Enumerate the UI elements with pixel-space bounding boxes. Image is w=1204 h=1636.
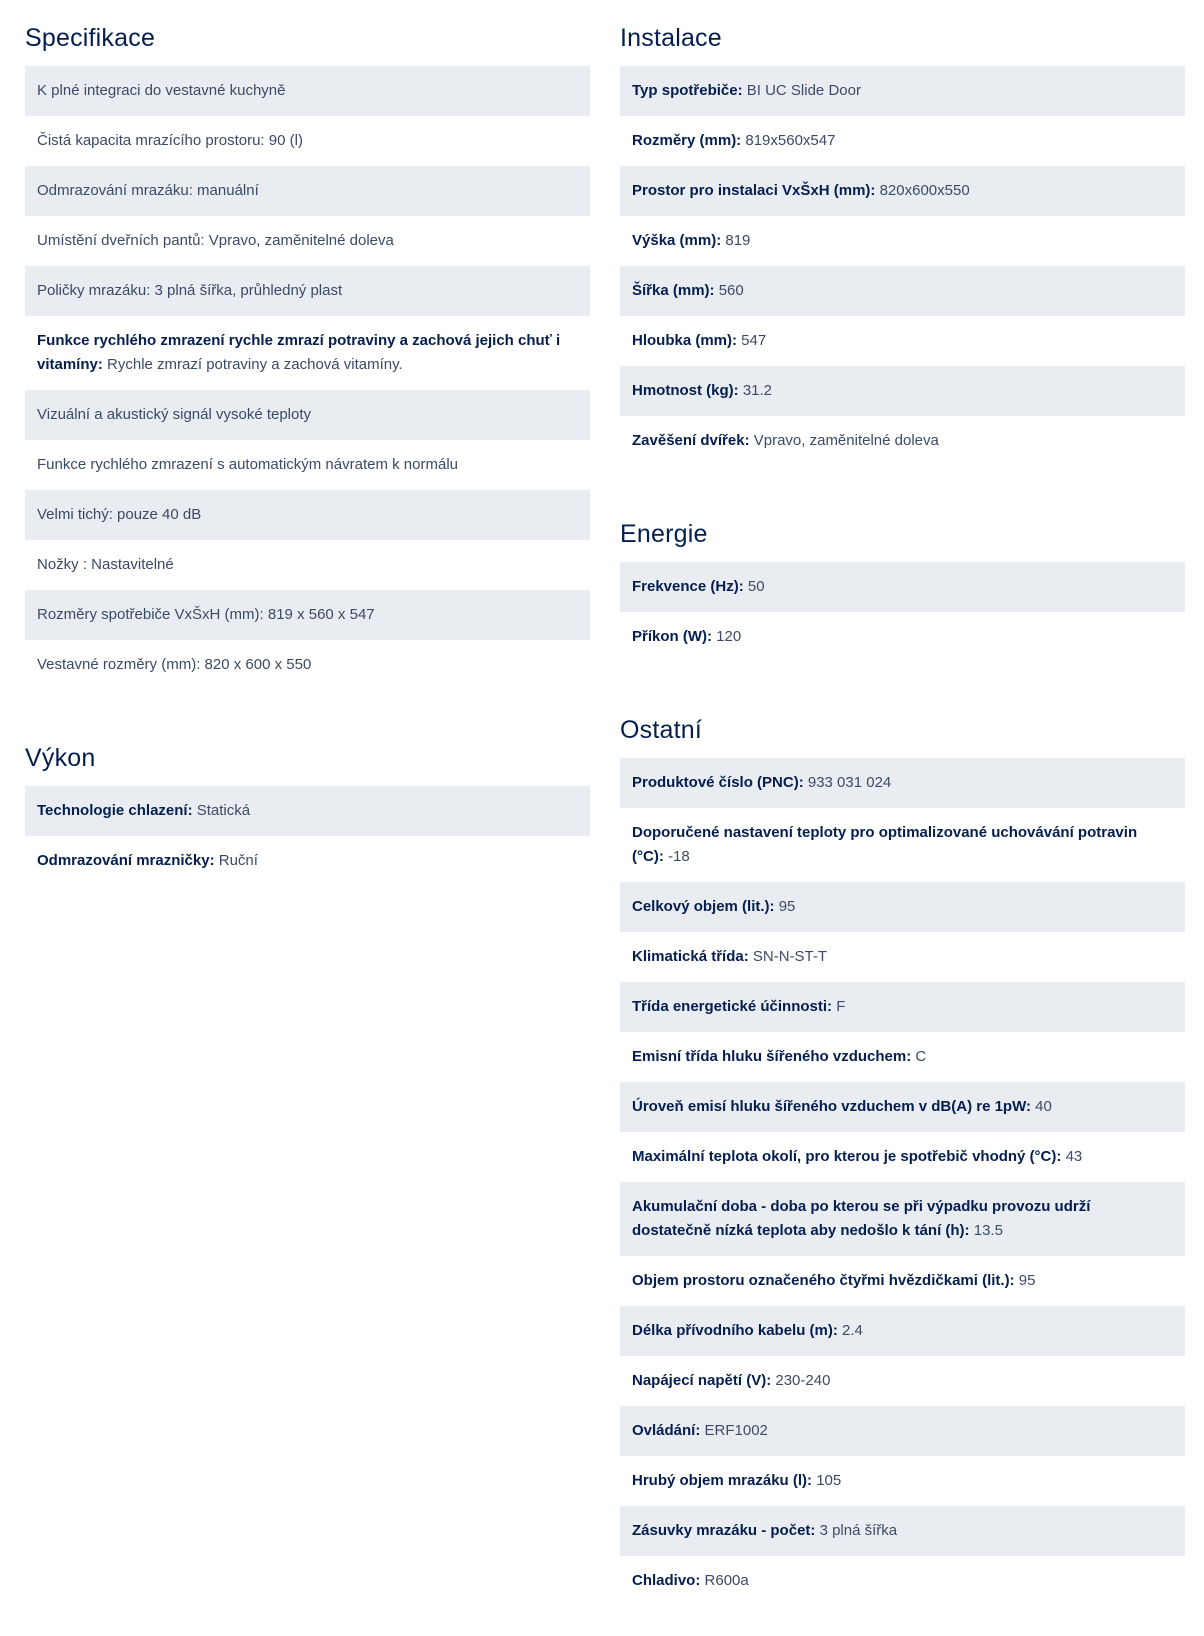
spec-key: Zavěšení dvířek: (632, 432, 750, 449)
spec-key: Šířka (mm): (632, 282, 715, 299)
spec-value: ERF1002 (704, 1422, 768, 1439)
spec-key: Akumulační doba - doba po kterou se při výpadku provozu udrží dostatečně nízká teplota aby nedošlo k tání (h): (632, 1198, 1091, 1239)
spec-value: Vpravo, zaměnitelné doleva (753, 432, 939, 449)
spec-key: Prostor pro instalaci VxŠxH (mm): (632, 182, 876, 199)
spec-key: Hmotnost (kg): (632, 382, 739, 399)
spec-value: 560 (718, 282, 744, 299)
spec-row (620, 1456, 1185, 1506)
spec-value: BI UC Slide Door (746, 82, 861, 99)
spec-row (620, 1132, 1185, 1182)
section-instalace (620, 0, 1185, 466)
spec-key: Funkce rychlého zmrazení rychle zmrazí potraviny a zachová jejich chuť i vitamíny: (37, 332, 561, 373)
spec-value: C (915, 1048, 927, 1065)
spec-value: F (836, 998, 846, 1015)
spec-value: SN-N-ST-T (752, 948, 828, 965)
spec-key: Délka přívodního kabelu (m): (632, 1322, 838, 1339)
spec-row: Velmi tichý: pouze 40 dB (25, 490, 590, 540)
spec-row: Odmrazování mrazáku: manuální (25, 166, 590, 216)
spec-key: Třída energetické účinnosti: (632, 998, 833, 1015)
spec-value: 13.5 (973, 1222, 1003, 1239)
spec-key: Úroveň emisí hluku šířeného vzduchem v dB(A) re 1pW: (632, 1098, 1031, 1115)
spec-row (620, 216, 1185, 266)
spec-key: Emisní třída hluku šířeného vzduchem: (632, 1048, 912, 1065)
spec-row: Rozměry spotřebiče VxŠxH (mm): 819 x 560 x 547 (25, 590, 590, 640)
spec-key: Odmrazování mrazničky: (37, 852, 215, 869)
spec-value: 547 (741, 332, 767, 349)
section-title-instalace: Instalace (620, 24, 722, 52)
section-vykon (25, 720, 590, 886)
spec-row: Umístění dveřních pantů: Vpravo, zaměnitelné doleva (25, 216, 590, 266)
spec-key: Klimatická třída: (632, 948, 749, 965)
spec-key: Frekvence (Hz): (632, 578, 744, 595)
spec-row (620, 166, 1185, 216)
spec-row: Poličky mrazáku: 3 plná šířka, průhledný plast (25, 266, 590, 316)
spec-key: Hloubka (mm): (632, 332, 737, 349)
spec-key: Zásuvky mrazáku - počet: (632, 1522, 816, 1539)
spec-row (620, 882, 1185, 932)
spec-row (620, 416, 1185, 466)
spec-list-energie (620, 562, 1185, 662)
spec-key: Výška (mm): (632, 232, 722, 249)
spec-value: 95 (778, 898, 796, 915)
section-title-vykon: Výkon (25, 744, 96, 772)
spec-list-ostatni (620, 758, 1185, 1606)
spec-row (620, 1556, 1185, 1606)
spec-value: 820x600x550 (879, 182, 970, 199)
spec-key: Doporučené nastavení teploty pro optimalizované uchovávání potravin (°C): (632, 824, 1138, 865)
spec-key: Celkový objem (lit.): (632, 898, 775, 915)
spec-row (620, 1082, 1185, 1132)
spec-list-specifikace (25, 66, 590, 690)
spec-row (620, 316, 1185, 366)
spec-row: Funkce rychlého zmrazení s automatickým návratem k normálu (25, 440, 590, 490)
spec-value: 120 (716, 628, 742, 645)
spec-key: Technologie chlazení: (37, 802, 193, 819)
spec-value: -18 (668, 848, 690, 865)
spec-row (620, 366, 1185, 416)
spec-value: 3 plná šířka (819, 1522, 898, 1539)
spec-key: Příkon (W): (632, 628, 712, 645)
spec-row (620, 758, 1185, 808)
section-title-energie: Energie (620, 520, 708, 548)
spec-row (620, 1256, 1185, 1306)
section-ostatni (620, 692, 1185, 1606)
spec-value: 933 031 024 (807, 774, 892, 791)
spec-key: Typ spotřebiče: (632, 82, 743, 99)
spec-row (620, 1406, 1185, 1456)
right-column (620, 0, 1185, 1636)
spec-row (25, 786, 590, 836)
spec-row (620, 266, 1185, 316)
spec-value: 40 (1035, 1098, 1052, 1115)
spec-key: Napájecí napětí (V): (632, 1372, 772, 1389)
spec-row: Nožky : Nastavitelné (25, 540, 590, 590)
spec-value: 50 (747, 578, 765, 595)
spec-key: Maximální teplota okolí, pro kterou je spotřebič vhodný (°C): (632, 1148, 1062, 1165)
spec-list-vykon (25, 786, 590, 886)
spec-row: Vestavné rozměry (mm): 820 x 600 x 550 (25, 640, 590, 690)
spec-key: Hrubý objem mrazáku (l): (632, 1472, 813, 1489)
spec-value: 31.2 (742, 382, 773, 399)
spec-key: Ovládání: (632, 1422, 701, 1439)
left-column (25, 0, 590, 916)
spec-row (620, 982, 1185, 1032)
section-specifikace (25, 0, 590, 690)
spec-value: Ruční (218, 852, 258, 869)
spec-row (620, 808, 1185, 882)
spec-row (620, 1356, 1185, 1406)
spec-row: Čistá kapacita mrazícího prostoru: 90 (l) (25, 116, 590, 166)
spec-value: 819 (725, 232, 751, 249)
spec-value: R600a (704, 1572, 749, 1589)
spec-row (620, 1506, 1185, 1556)
spec-value: Statická (196, 802, 251, 819)
spec-row (620, 1306, 1185, 1356)
spec-row (620, 1182, 1185, 1256)
section-title-ostatni: Ostatní (620, 716, 702, 744)
spec-value: Rychle zmrazí potraviny a zachová vitamíny. (107, 356, 403, 373)
section-title-specifikace: Specifikace (25, 24, 156, 52)
spec-list-instalace (620, 66, 1185, 466)
spec-row: K plné integraci do vestavné kuchyně (25, 66, 590, 116)
spec-row (620, 66, 1185, 116)
spec-row (25, 836, 590, 886)
spec-key: Rozměry (mm): (632, 132, 742, 149)
spec-value: 43 (1065, 1148, 1083, 1165)
spec-key: Objem prostoru označeného čtyřmi hvězdičkami (lit.): (632, 1272, 1015, 1289)
spec-value: 2.4 (842, 1322, 863, 1339)
spec-value: 95 (1018, 1272, 1036, 1289)
spec-value: 230-240 (775, 1372, 831, 1389)
spec-row (25, 316, 590, 390)
spec-row (620, 116, 1185, 166)
spec-key: Produktové číslo (PNC): (632, 774, 804, 791)
spec-key: Chladivo: (632, 1572, 701, 1589)
spec-row (620, 562, 1185, 612)
section-energie (620, 496, 1185, 662)
spec-row (620, 612, 1185, 662)
spec-row (620, 1032, 1185, 1082)
spec-row: Vizuální a akustický signál vysoké teploty (25, 390, 590, 440)
spec-row (620, 932, 1185, 982)
spec-value: 105 (816, 1472, 842, 1489)
spec-value: 819x560x547 (745, 132, 836, 149)
